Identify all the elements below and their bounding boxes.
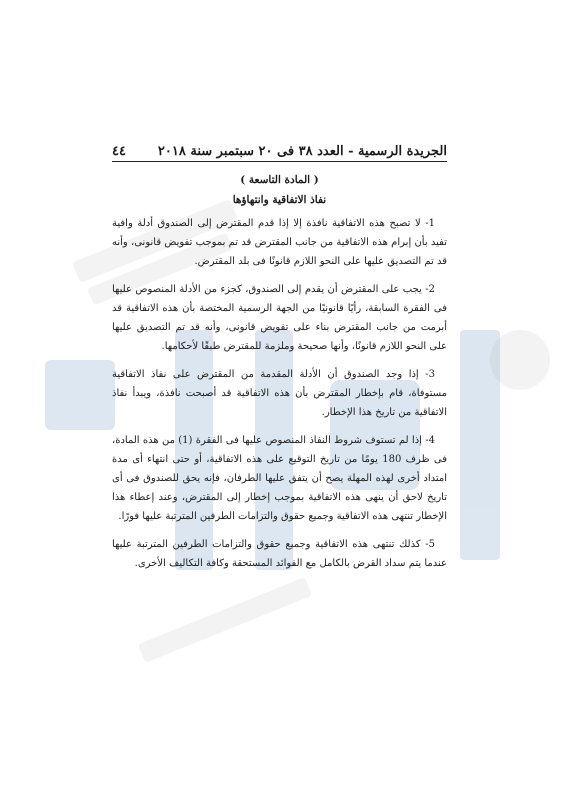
paragraph-3: 3- إذا وجد الصندوق أن الأدلة المقدمة من المقترض على نفاذ الاتفاقية مستوفاة، قام بإخطار المقترض بأن هذه الاتفاقية قد أصبحت نافذة، ويبدأ نفاذ الاتفاقية من تاريخ هذا الإخطار. <box>112 369 447 418</box>
page-number: ٤٤ <box>112 144 126 159</box>
paragraph-1: 1- لا تصبح هذه الاتفاقية نافذة إلا إذا قدم المقترض إلى الصندوق أدلة وافية تفيد بأن إبرام هذه الاتفاقية من جانب المقترض قد تم بموجب تفويض قانونى، وأنه قد تم التصديق عليها على النحو اللازم قانونًا فى بلد المقترض. <box>112 218 447 267</box>
paragraph-5: 5- كذلك تنتهى هذه الاتفاقية وجميع حقوق والتزامات الطرفين المترتبة عليها عندما يتم سداد القرض بالكامل مع الفوائد المستحقة وكافة التكاليف الأخرى. <box>112 539 447 569</box>
publication-line: الجريدة الرسمية - العدد ٣٨ فى ٢٠ سبتمبر سنة ٢٠١٨ <box>157 144 447 159</box>
article-body <box>112 214 447 582</box>
paragraph-2: 2- يجب على المقترض أن يقدم إلى الصندوق، كجزء من الأدلة المنصوص عليها فى الفقرة السابقة، رأيًا قانونيًا من الجهة الرسمية المختصة بأن هذه الاتفاقية قد أبرمت من جانب المقترض بناء على تفويض قانونى، وأنه قد تم التصديق عليها على النحو اللازم قانونًا، وأنها صحيحة وملزمة للمقترض طبقًا لأحكامها. <box>112 284 447 352</box>
article-subtitle: نفاذ الاتفاقية وانتهاؤها <box>232 194 327 206</box>
paragraph-4: 4- إذا لم تستوف شروط النفاذ المنصوص عليها فى الفقرة (1) من هذه المادة، فى ظرف 180 يومًا من تاريخ التوقيع على هذه الاتفاقية، أو حتى انتهاء أى مدة امتداد أخرى لهذه المهلة يصح أن يتفق عليها الطرفان، فإنه يحق للصندوق فى أى تاريخ لاحق أن ينهى هذه الاتفاقية بموجب إخطار إلى المقترض، وعند إعطاء هذا الإخطار تنتهى هذه الاتفاقية وجميع حقوق والتزامات الطرفين المترتبة عليها فورًا. <box>112 435 447 522</box>
article-title: ( المادة التاسعة ) <box>240 174 319 186</box>
page-header <box>112 133 447 162</box>
